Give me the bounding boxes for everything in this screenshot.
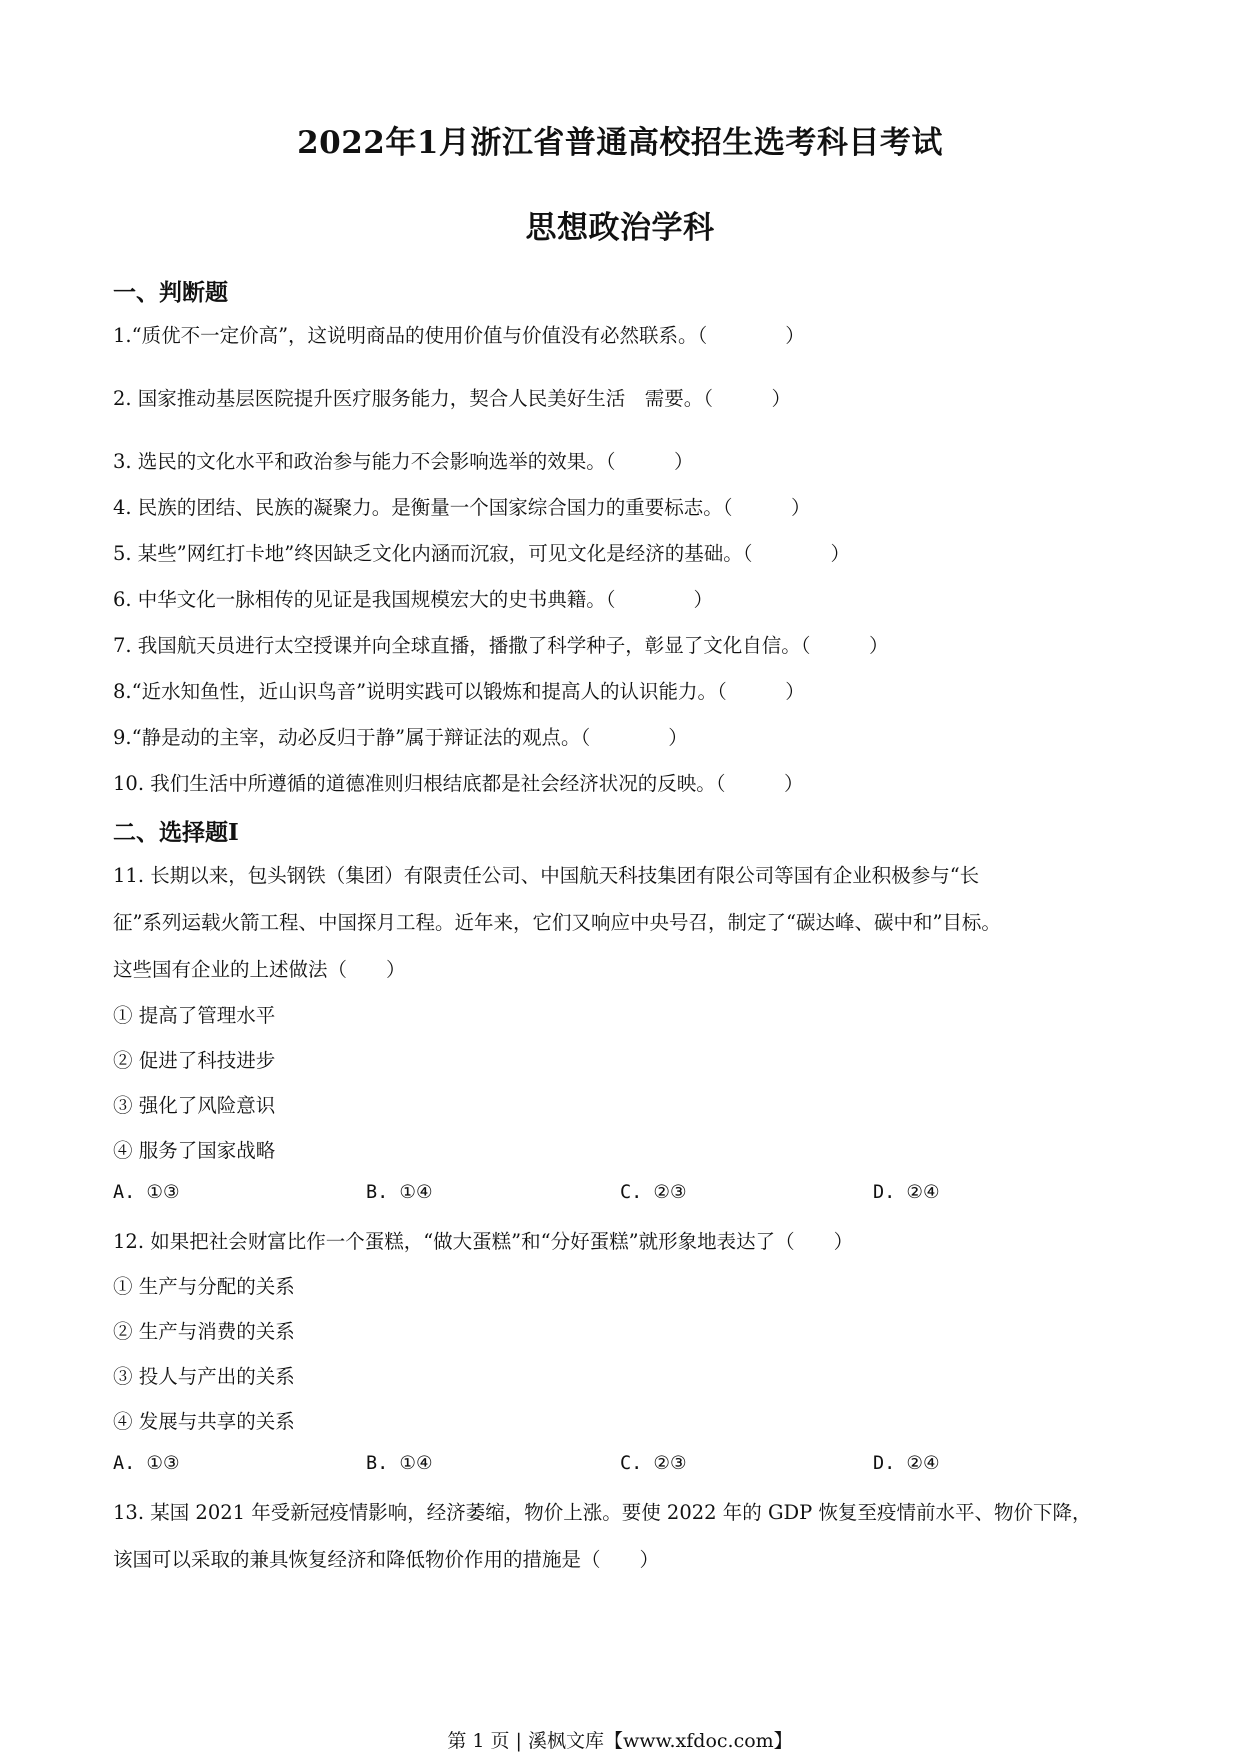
question-11-line-2: 征”系列运载火箭工程、中国探月工程。近年来，它们又响应中央号召，制定了“碳达峰、碳中和”目标。 <box>113 911 1001 934</box>
judgment-item-6: 6. 中华文化一脉相传的见证是我国规模宏大的史书典籍。（ ） <box>113 588 714 611</box>
question-13-line-1: 13. 某国 2021 年受新冠疫情影响，经济萎缩，物价上涨。要使 2022 年的 GDP 恢复至疫情前水平、物价下降， <box>113 1501 1092 1524</box>
judgment-item-5: 5. 某些”网红打卡地”终因缺乏文化内涵而沉寂，可见文化是经济的基础。（ ） <box>113 542 850 565</box>
question-12-line-1: 12. 如果把社会财富比作一个蛋糕，“做大蛋糕”和“分好蛋糕”就形象地表达了（ ） <box>113 1230 854 1253</box>
question-12-item-3: ③ 投人与产出的关系 <box>113 1365 295 1388</box>
question-11-line-1: 11. 长期以来，包头钢铁（集团）有限责任公司、中国航天科技集团有限公司等国有企业积极参与“长 <box>113 864 980 887</box>
option-b: B. ①④ <box>366 1182 433 1203</box>
question-11-item-3: ③ 强化了风险意识 <box>113 1094 276 1117</box>
exam-subtitle: 思想政治学科 <box>525 210 715 246</box>
judgment-item-3: 3. 选民的文化水平和政治参与能力不会影响选举的效果。（ ） <box>113 450 694 473</box>
judgment-item-8: 8.“近水知鱼性，近山识鸟音”说明实践可以锻炼和提高人的认识能力。（ ） <box>113 680 805 703</box>
judgment-item-1: 1.“质优不一定价高”，这说明商品的使用价值与价值没有必然联系。（ ） <box>113 324 805 347</box>
question-11-line-3: 这些国有企业的上述做法（ ） <box>113 958 406 981</box>
question-12-item-2: ② 生产与消费的关系 <box>113 1320 295 1343</box>
exam-title: 2022年1月浙江省普通高校招生选考科目考试 <box>297 125 943 161</box>
page-footer: 第 1 页 | 溪枫文库【www.xfdoc.com】 <box>447 1730 793 1752</box>
option-b: B. ①④ <box>366 1453 433 1474</box>
option-a: A. ①③ <box>113 1453 180 1474</box>
question-11-item-1: ① 提高了管理水平 <box>113 1004 276 1027</box>
section-heading-choice: 二、选择题Ⅰ <box>113 819 239 846</box>
option-c: C. ②③ <box>620 1453 687 1474</box>
option-d: D. ②④ <box>873 1453 940 1474</box>
question-13-line-2: 该国可以采取的兼具恢复经济和降低物价作用的措施是（ ） <box>113 1548 660 1571</box>
option-d: D. ②④ <box>873 1182 940 1203</box>
option-a: A. ①③ <box>113 1182 180 1203</box>
question-11-item-4: ④ 服务了国家战略 <box>113 1139 276 1162</box>
judgment-item-10: 10. 我们生活中所遵循的道德准则归根结底都是社会经济状况的反映。（ ） <box>113 772 804 795</box>
section-heading-judgment: 一、判断题 <box>113 279 228 306</box>
option-c: C. ②③ <box>620 1182 687 1203</box>
question-12-item-1: ① 生产与分配的关系 <box>113 1275 295 1298</box>
question-11-item-2: ② 促进了科技进步 <box>113 1049 276 1072</box>
judgment-item-9: 9.“静是动的主宰，动必反归于静”属于辩证法的观点。（ ） <box>113 726 688 749</box>
judgment-item-2: 2. 国家推动基层医院提升医疗服务能力，契合人民美好生活 需要。（ ） <box>113 387 792 410</box>
judgment-item-7: 7. 我国航天员进行太空授课并向全球直播，播撒了科学种子，彰显了文化自信。（ ） <box>113 634 889 657</box>
question-12-item-4: ④ 发展与共享的关系 <box>113 1410 295 1433</box>
judgment-item-4: 4. 民族的团结、民族的凝聚力。是衡量一个国家综合国力的重要标志。（ ） <box>113 496 811 519</box>
